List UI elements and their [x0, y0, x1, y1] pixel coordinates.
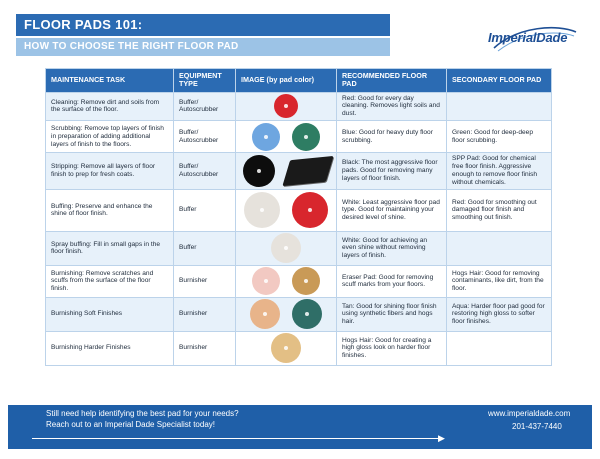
white-pad-icon: [244, 192, 280, 228]
cell-equipment: Buffer: [174, 189, 236, 231]
cell-pad-images: [236, 331, 337, 365]
cell-equipment: Buffer/ Autoscrubber: [174, 153, 236, 190]
footer-phone: 201-437-7440: [512, 422, 562, 431]
cell-pad-images: [236, 92, 337, 121]
cell-equipment: Buffer/ Autoscrubber: [174, 92, 236, 121]
cell-secondary: Hogs Hair: Good for removing contaminants, like dirt, from the floor.: [447, 265, 552, 297]
table-row: [46, 92, 552, 121]
cell-recommended: White: Good for achieving an even shine without removing layers of finish.: [337, 231, 447, 265]
cell-equipment: Burnisher: [174, 265, 236, 297]
cell-task: Spray buffing: Fill in small gaps in the floor finish.: [46, 231, 174, 265]
table-row: [46, 265, 552, 297]
blue-pad-icon: [252, 123, 280, 151]
cell-recommended: Hogs Hair: Good for creating a high gloss look on harder floor finishes.: [337, 331, 447, 365]
cell-secondary: [447, 331, 552, 365]
black-pad-icon: [243, 155, 275, 187]
tan-pad-icon: [250, 299, 280, 329]
cell-secondary: Green: Good for deep-deep floor scrubbing.: [447, 121, 552, 153]
table-row: [46, 153, 552, 190]
cell-recommended: Tan: Good for shining floor finish using synthetic fibers and hogs hair.: [337, 297, 447, 331]
hogshair-pad-icon: [271, 333, 301, 363]
cell-task: Burnishing: Remove scratches and scuffs from the surface of the floor finish.: [46, 265, 174, 297]
cell-secondary: [447, 92, 552, 121]
green-pad-icon: [292, 123, 320, 151]
spp-pad-icon: [282, 156, 333, 186]
cell-recommended: Blue: Good for heavy duty floor scrubbing.: [337, 121, 447, 153]
cell-task: Burnishing Harder Finishes: [46, 331, 174, 365]
cell-pad-images: [236, 153, 337, 190]
cell-task: Scrubbing: Remove top layers of finish in preparation of adding additional layers of finish to the floors.: [46, 121, 174, 153]
table-row: [46, 297, 552, 331]
eraser-pad-icon: [252, 267, 280, 295]
aqua-pad-icon: [292, 299, 322, 329]
cell-pad-images: [236, 231, 337, 265]
footer-website[interactable]: www.imperialdade.com: [488, 409, 571, 418]
cell-pad-images: [236, 297, 337, 331]
imperial-dade-logo: [488, 24, 580, 54]
cell-task: Buffing: Preserve and enhance the shine of floor finish.: [46, 189, 174, 231]
cell-equipment: Buffer/ Autoscrubber: [174, 121, 236, 153]
hogshair-pad-icon: [292, 267, 320, 295]
table-header-row: [46, 69, 552, 93]
footer-line-1: Still need help identifying the best pad for your needs?: [46, 409, 239, 418]
cell-recommended: White: Least aggressive floor pad type. Good for maintaining your desired level of shine.: [337, 189, 447, 231]
cell-pad-images: [236, 265, 337, 297]
cell-task: Stripping: Remove all layers of floor finish to prep for fresh coats.: [46, 153, 174, 190]
col-header-secondary: SECONDARY FLOOR PAD: [447, 69, 552, 93]
col-header-task: MAINTENANCE TASK: [46, 69, 174, 93]
cell-secondary: SPP Pad: Good for chemical free floor finish. Aggressive enough to remove floor finish without chemicals.: [447, 153, 552, 190]
page-title: FLOOR PADS 101:: [16, 14, 390, 36]
floor-pad-table: [45, 68, 552, 366]
cell-equipment: Burnisher: [174, 297, 236, 331]
page-subtitle: HOW TO CHOOSE THE RIGHT FLOOR PAD: [16, 38, 390, 56]
col-header-image: IMAGE (by pad color): [236, 69, 337, 93]
white-pad-icon: [271, 233, 301, 263]
logo-wordmark: ImperialDade: [488, 30, 568, 45]
cell-recommended: Red: Good for every day cleaning. Removes light soils and dust.: [337, 92, 447, 121]
cell-task: Burnishing Soft Finishes: [46, 297, 174, 331]
cell-equipment: Burnisher: [174, 331, 236, 365]
arrow-right-icon: ▶: [438, 433, 445, 443]
table-row: [46, 331, 552, 365]
cell-task: Cleaning: Remove dirt and soils from the surface of the floor.: [46, 92, 174, 121]
footer: [8, 405, 592, 449]
cell-recommended: Black: The most aggressive floor pads. Good for removing many layers of floor finish.: [337, 153, 447, 190]
cell-secondary: Red: Good for smoothing out damaged floor finish and smoothing out finish.: [447, 189, 552, 231]
cell-equipment: Buffer: [174, 231, 236, 265]
red-pad-icon: [274, 94, 298, 118]
cell-secondary: Aqua: Harder floor pad good for restoring high gloss to softer floor finishes.: [447, 297, 552, 331]
red-pad-icon: [292, 192, 328, 228]
table-row: [46, 189, 552, 231]
col-header-equipment: EQUIPMENT TYPE: [174, 69, 236, 93]
cell-recommended: Eraser Pad: Good for removing scuff marks from your floors.: [337, 265, 447, 297]
footer-line-2: Reach out to an Imperial Dade Specialist today!: [46, 420, 215, 429]
cell-secondary: [447, 231, 552, 265]
cell-pad-images: [236, 189, 337, 231]
table-row: [46, 231, 552, 265]
table-row: [46, 121, 552, 153]
col-header-recommended: RECOMMENDED FLOOR PAD: [337, 69, 447, 93]
footer-arrow-line: [32, 438, 442, 439]
cell-pad-images: [236, 121, 337, 153]
